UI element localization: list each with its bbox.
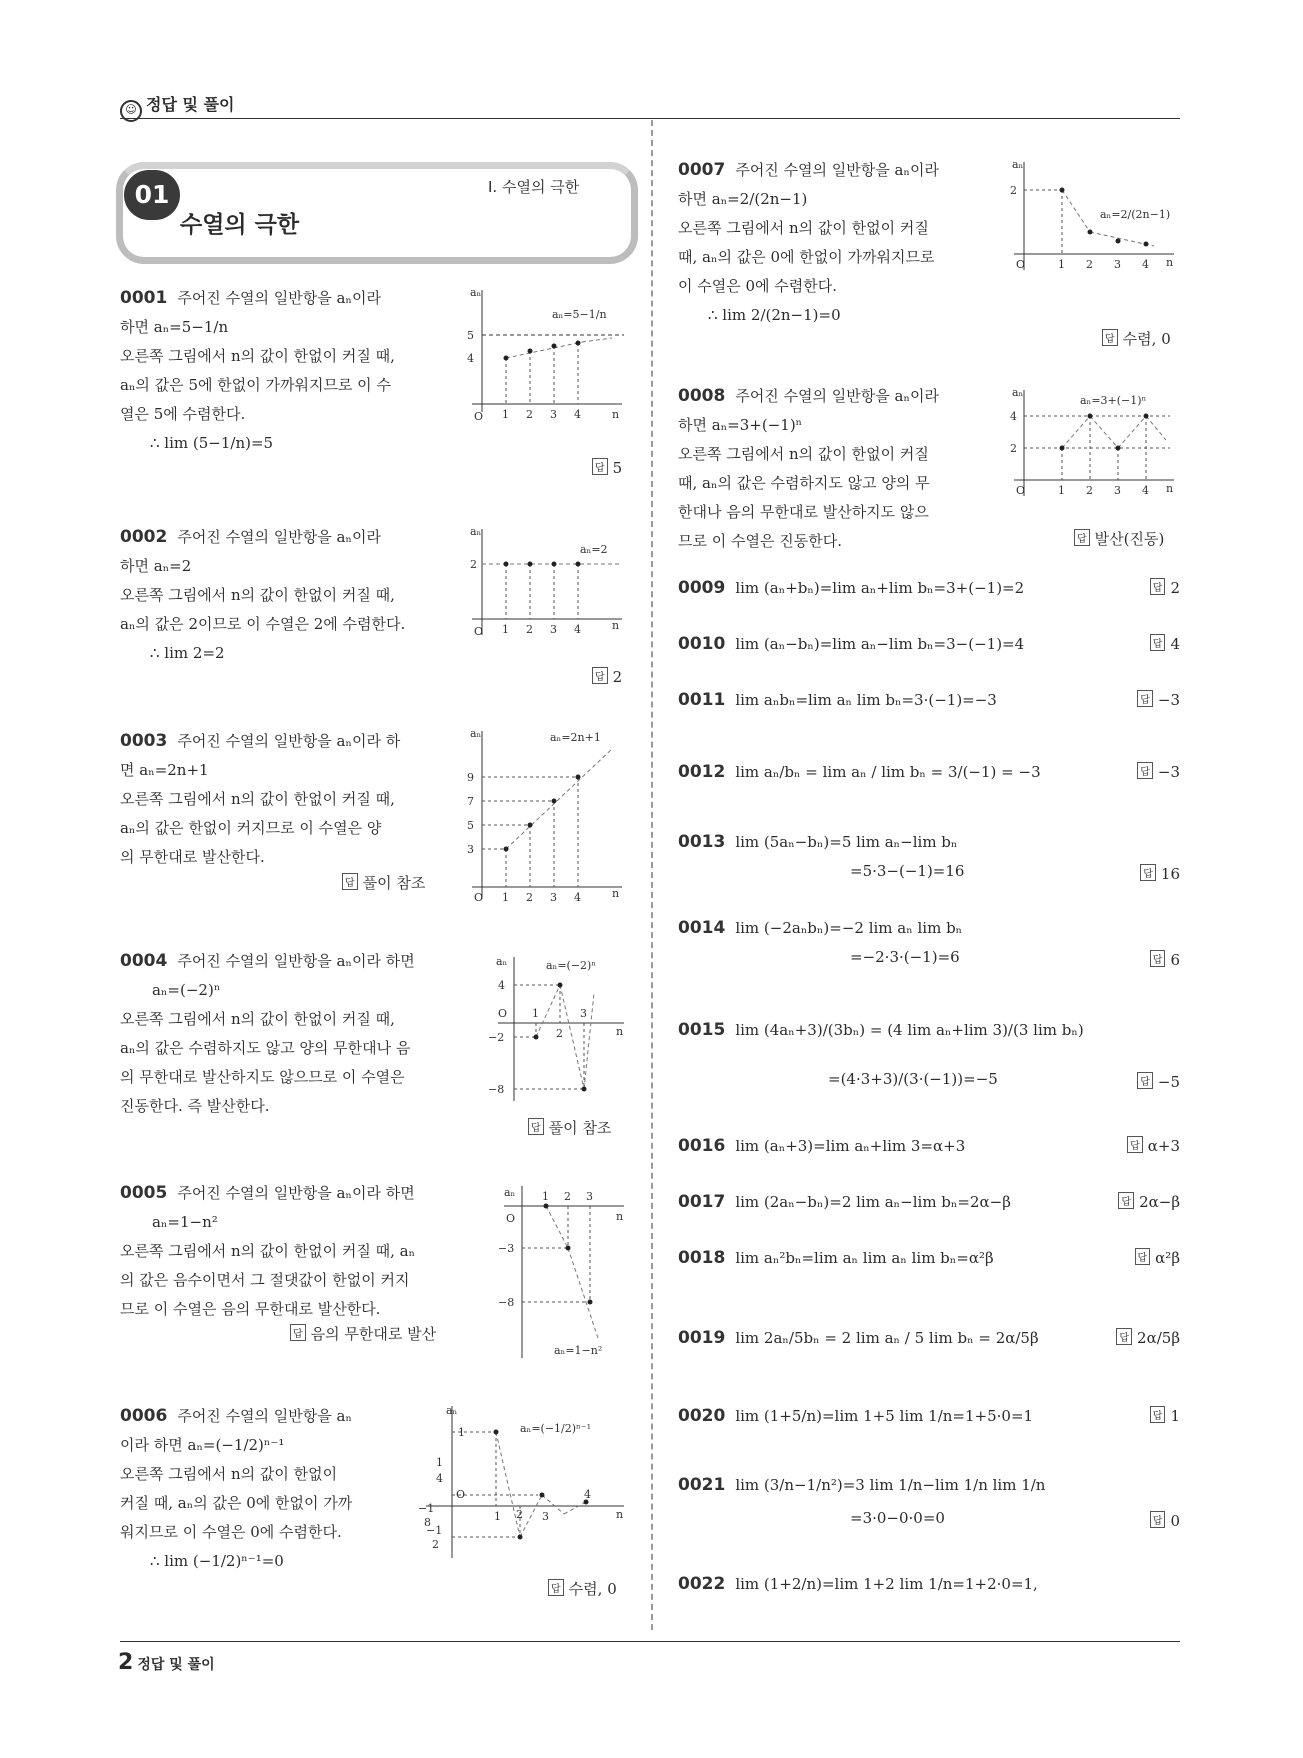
svg-text:2: 2: [1086, 258, 1093, 271]
svg-text:n: n: [616, 1210, 624, 1223]
problem-0004: 0004 주어진 수열의 일반항을 aₙ이라 하면 aₙ=(−2)ⁿ 오른쪽 그림에서 n의 값이 한없이 커질 때, aₙ의 값은 수렴하지도 않고 양의 무한대나 음 의 무한대로 발산하지도 않으므로 이 수열은 진동한다. 즉 발산한다.: [120, 951, 415, 1115]
svg-text:n: n: [616, 1025, 624, 1038]
svg-text:n: n: [612, 619, 620, 632]
svg-text:2: 2: [1010, 184, 1017, 197]
svg-text:4: 4: [1010, 410, 1017, 423]
svg-text:3: 3: [550, 623, 557, 636]
svg-text:n: n: [1166, 256, 1174, 269]
svg-text:aₙ: aₙ: [470, 525, 482, 538]
section-title: 수열의 극한: [180, 212, 300, 238]
svg-text:aₙ=2n+1: aₙ=2n+1: [550, 731, 601, 744]
svg-text:O: O: [474, 410, 484, 423]
problem-0005: 0005 주어진 수열의 일반항을 aₙ이라 하면 aₙ=1−n² 오른쪽 그림에서 n의 값이 한없이 커질 때, aₙ 의 값은 음수이면서 그 절댓값이 한없이 커지 므로 이 수열은 음의 무한대로 발산한다.: [120, 1183, 416, 1318]
svg-text:3: 3: [580, 1007, 587, 1020]
svg-text:−1: −1: [418, 1502, 435, 1515]
svg-text:2: 2: [526, 408, 533, 421]
footer-rule: [120, 1641, 1180, 1642]
answer-0004: 답 풀이 참조: [528, 1117, 611, 1138]
svg-text:aₙ: aₙ: [470, 286, 482, 299]
svg-text:1: 1: [532, 1007, 539, 1020]
problem-0007: 0007 주어진 수열의 일반항을 aₙ이라 하면 aₙ=2/(2n−1) 오른쪽 그림에서 n의 값이 한없이 커질 때, aₙ의 값은 0에 한없이 가까워지므로 이 수열은 0에 수렴한다. ∴ lim 2/(2n−1)=0: [678, 160, 939, 324]
footer-label: 정답 및 풀이: [137, 1657, 215, 1673]
svg-text:2: 2: [470, 558, 477, 571]
svg-text:−2: −2: [488, 1031, 505, 1044]
svg-text:aₙ: aₙ: [446, 1404, 458, 1417]
problem-0010: 0010 lim (aₙ−bₙ)=lim aₙ−lim bₙ=3−(−1)=4 답 4: [678, 634, 1180, 654]
graph-0008: [1004, 384, 1180, 502]
svg-text:8: 8: [424, 1516, 431, 1529]
section-number-badge: 01: [124, 170, 180, 220]
problem-0014: 0014 lim (−2aₙbₙ)=−2 lim aₙ lim bₙ =−2·3·(−1)=6 답 6: [678, 918, 1180, 969]
problem-0016: 0016 lim (aₙ+3)=lim aₙ+lim 3=α+3 답 α+3: [678, 1136, 1180, 1156]
svg-text:4: 4: [574, 408, 581, 421]
svg-text:2: 2: [1010, 442, 1017, 455]
svg-text:aₙ=3+(−1)ⁿ: aₙ=3+(−1)ⁿ: [1080, 394, 1147, 407]
svg-text:4: 4: [574, 891, 581, 904]
svg-text:aₙ=2: aₙ=2: [580, 543, 608, 556]
graph-0005: [490, 1182, 630, 1362]
svg-text:n: n: [616, 1508, 624, 1521]
problem-0011: 0011 lim aₙbₙ=lim aₙ lim bₙ=3·(−1)=−3 답 −3: [678, 690, 1180, 710]
svg-text:1: 1: [436, 1456, 443, 1469]
svg-text:1: 1: [458, 1426, 465, 1439]
svg-text:4: 4: [498, 979, 505, 992]
problem-number: 0001: [120, 288, 168, 308]
svg-text:3: 3: [467, 843, 474, 856]
svg-text:aₙ=2/(2n−1): aₙ=2/(2n−1): [1100, 208, 1171, 221]
graph-0007: [1004, 156, 1180, 276]
answer-0002: 답 2: [592, 667, 622, 686]
svg-text:−8: −8: [488, 1083, 505, 1096]
answer-0005: 답 음의 무한대로 발산: [290, 1323, 436, 1344]
svg-text:aₙ: aₙ: [504, 1186, 516, 1199]
svg-text:aₙ: aₙ: [1012, 158, 1024, 171]
problem-0020: 0020 lim (1+5/n)=lim 1+5 lim 1/n=1+5·0=1 답 1: [678, 1406, 1180, 1426]
svg-text:3: 3: [1114, 484, 1121, 497]
svg-text:2: 2: [526, 623, 533, 636]
svg-text:aₙ=1−n²: aₙ=1−n²: [554, 1344, 603, 1357]
svg-text:4: 4: [1142, 258, 1149, 271]
problem-0006: 0006 주어진 수열의 일반항을 aₙ 이라 하면 aₙ=(−1/2)ⁿ⁻¹ 오른쪽 그림에서 n의 값이 한없이 커질 때, aₙ의 값은 0에 한없이 가까 워지므로 이 수열은 0에 수렴한다. ∴ lim (−1/2)ⁿ⁻¹=0: [120, 1406, 353, 1570]
graph-0001: [462, 282, 630, 430]
svg-text:aₙ=(−1/2)ⁿ⁻¹: aₙ=(−1/2)ⁿ⁻¹: [520, 1422, 592, 1435]
svg-text:aₙ: aₙ: [1012, 386, 1024, 399]
problem-0017: 0017 lim (2aₙ−bₙ)=2 lim aₙ−lim bₙ=2α−β 답 2α−β: [678, 1192, 1180, 1212]
svg-text:3: 3: [550, 891, 557, 904]
svg-text:aₙ=(−2)ⁿ: aₙ=(−2)ⁿ: [546, 959, 597, 972]
svg-text:4: 4: [1142, 484, 1149, 497]
svg-text:n: n: [612, 887, 620, 900]
answer-0008: 답 발산(진동): [1074, 528, 1164, 549]
problem-0015: 0015 lim (4aₙ+3)/(3bₙ) = (4 lim aₙ+lim 3)/(3 lim bₙ) =(4·3+3)/(3·(−1))=−5 답 −5: [678, 1020, 1180, 1091]
svg-text:O: O: [498, 1007, 508, 1020]
svg-text:1: 1: [1058, 258, 1065, 271]
problem-0013: 0013 lim (5aₙ−bₙ)=5 lim aₙ−lim bₙ =5·3−(−1)=16 답 16: [678, 832, 1180, 883]
svg-text:4: 4: [436, 1472, 443, 1485]
svg-text:5: 5: [467, 819, 474, 832]
svg-text:2: 2: [1086, 484, 1093, 497]
problem-0002: 0002 주어진 수열의 일반항을 aₙ이라 하면 aₙ=2 오른쪽 그림에서 n의 값이 한없이 커질 때, aₙ의 값은 2이므로 이 수열은 2에 수렴한다. ∴ lim 2=2: [120, 527, 406, 662]
svg-text:1: 1: [502, 623, 509, 636]
svg-text:O: O: [1016, 484, 1026, 497]
problem-0019: 0019 lim 2aₙ/5bₙ = 2 lim aₙ / 5 lim bₙ = 2α/5β 답 2α/5β: [678, 1328, 1180, 1348]
column-divider: [651, 120, 653, 1630]
svg-text:1: 1: [494, 1510, 501, 1523]
problem-0022: 0022 lim (1+2/n)=lim 1+2 lim 1/n=1+2·0=1,: [678, 1574, 1038, 1594]
svg-text:O: O: [474, 625, 484, 638]
svg-text:1: 1: [542, 1190, 549, 1203]
svg-text:n: n: [612, 408, 620, 421]
svg-text:O: O: [506, 1212, 516, 1225]
answer-0007: 답 수렴, 0: [1102, 328, 1171, 349]
answer-0001: 답 5: [592, 458, 622, 477]
problem-0018: 0018 lim aₙ²bₙ=lim aₙ lim aₙ lim bₙ=α²β 답 α²β: [678, 1248, 1180, 1268]
problem-0003: 0003 주어진 수열의 일반항을 aₙ이라 하 면 aₙ=2n+1 오른쪽 그림에서 n의 값이 한없이 커질 때, aₙ의 값은 한없이 커지므로 이 수열은 양 의 무한대로 발산한다.: [120, 731, 401, 866]
svg-text:4: 4: [574, 623, 581, 636]
svg-text:3: 3: [1114, 258, 1121, 271]
svg-text:−8: −8: [498, 1296, 515, 1309]
svg-text:2: 2: [564, 1190, 571, 1203]
smiley-icon: ☺: [120, 100, 142, 122]
svg-text:4: 4: [584, 1488, 591, 1501]
svg-text:3: 3: [586, 1190, 593, 1203]
problem-0012: 0012 lim aₙ/bₙ = lim aₙ / lim bₙ = 3/(−1) = −3 답 −3: [678, 762, 1180, 782]
svg-text:7: 7: [467, 795, 474, 808]
header-rule: [120, 118, 1180, 119]
svg-text:2: 2: [432, 1538, 439, 1551]
svg-text:aₙ=5−1/n: aₙ=5−1/n: [552, 308, 607, 321]
svg-text:2: 2: [556, 1027, 563, 1040]
page-number: 2: [118, 1650, 134, 1675]
header-title: 정답 및 풀이: [146, 95, 235, 114]
problem-0001: 0001 주어진 수열의 일반항을 aₙ이라 하면 aₙ=5−1/n 오른쪽 그림에서 n의 값이 한없이 커질 때, aₙ의 값은 5에 한없이 가까워지므로 이 수 열은 5에 수렴한다. ∴ lim (5−1/n)=5: [120, 288, 395, 452]
graph-0003: [462, 727, 630, 907]
svg-text:O: O: [1016, 258, 1026, 271]
svg-text:−3: −3: [498, 1242, 515, 1255]
svg-text:n: n: [1166, 482, 1174, 495]
svg-text:O: O: [456, 1488, 466, 1501]
svg-text:3: 3: [550, 408, 557, 421]
svg-text:4: 4: [467, 352, 474, 365]
svg-text:2: 2: [526, 891, 533, 904]
svg-text:O: O: [474, 891, 484, 904]
svg-text:1: 1: [502, 408, 509, 421]
problem-0008: 0008 주어진 수열의 일반항을 aₙ이라 하면 aₙ=3+(−1)ⁿ 오른쪽 그림에서 n의 값이 한없이 커질 때, aₙ의 값은 수렴하지도 않고 양의 무 한대나 음의 무한대로 발산하지도 않으 므로 이 수열은 진동한다.: [678, 386, 939, 550]
answer-0003: 답 풀이 참조: [342, 872, 425, 893]
page-footer: [118, 1650, 215, 1675]
problem-0009: 0009 lim (aₙ+bₙ)=lim aₙ+lim bₙ=3+(−1)=2 답 2: [678, 578, 1180, 598]
svg-text:1: 1: [502, 891, 509, 904]
graph-0002: [462, 523, 630, 643]
graph-0006: [412, 1402, 630, 1560]
svg-text:aₙ: aₙ: [470, 727, 482, 740]
svg-text:5: 5: [467, 329, 474, 342]
svg-text:9: 9: [467, 771, 474, 784]
graph-0004: [484, 953, 630, 1105]
svg-text:aₙ: aₙ: [496, 955, 508, 968]
svg-text:2: 2: [516, 1508, 523, 1521]
answer-0006: 답 수렴, 0: [548, 1578, 617, 1599]
svg-text:3: 3: [542, 1510, 549, 1523]
svg-text:1: 1: [1058, 484, 1065, 497]
svg-text:−1: −1: [426, 1524, 443, 1537]
chapter-label: I. 수열의 극한: [488, 178, 580, 196]
problem-0021: 0021 lim (3/n−1/n²)=3 lim 1/n−lim 1/n lim 1/n =3·0−0·0=0 답 0: [678, 1475, 1180, 1530]
